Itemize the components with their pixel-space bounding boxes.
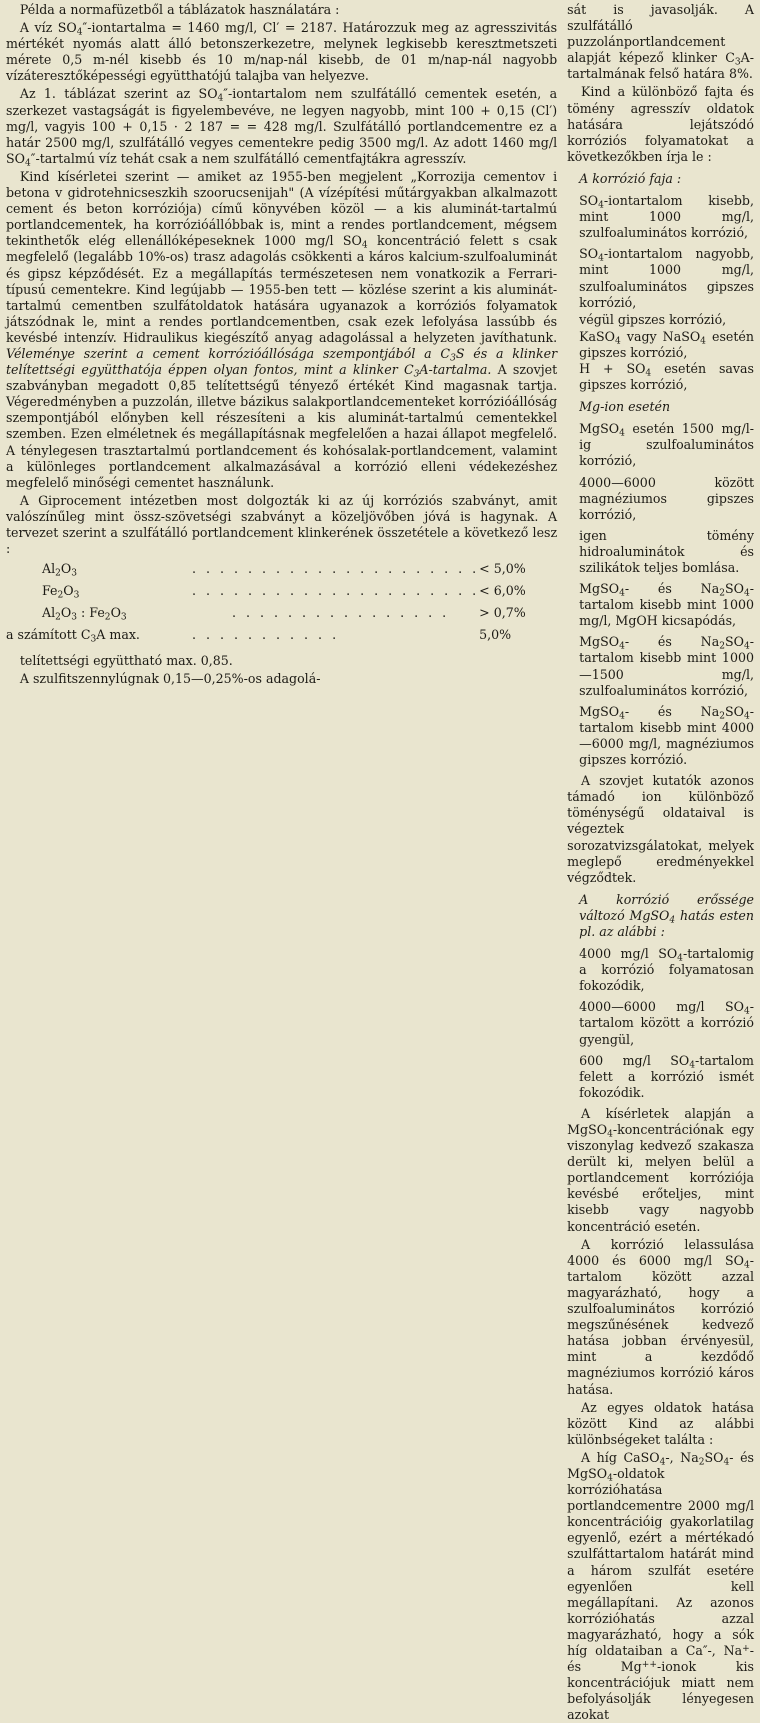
list-item: igen tömény hidroaluminátok és szilikátok teljes bomlása. bbox=[579, 527, 754, 575]
paragraph: A kísérletek alapján a MgSO$_4$-koncentrációnak egy viszonylag kedvező szakasza derült ki, melyen belül a portlandcement korróziója kevésbé erőteljes, mint kisebb vagy nagyobb koncentráció esetén. bbox=[567, 1105, 754, 1234]
leader-dots: . . . . . . . . . . . bbox=[192, 627, 340, 643]
section-heading: A korrózió erőssége változó MgSO$_4$ hatás esten pl. az alábbi : bbox=[579, 891, 754, 939]
table-key: $Al_2O_3$ : $Fe_2O_3$ bbox=[42, 605, 127, 623]
table-row bbox=[6, 583, 557, 605]
table-row bbox=[6, 627, 557, 649]
leader-dots: . . . . . . . . . . . . . . . . . . . . . bbox=[192, 561, 480, 577]
paragraph: A Giprocement intézetben most dolgozták ki az új korróziós szabványt, amit valószínűleg mint össz-szövetségi szabványt a közeljövőben jóvá is hagynak. A tervezet szerint a szulfátálló portlandcement klinkerének összetétele a következő lesz : bbox=[6, 492, 558, 557]
paragraph: Kind kísérletei szerint — amiket az 1955-ben megjelent „Korrozija cementov i betona v gidrotehnicseszkih szoorucsenijah" (A vízépítési műtárgyakban alkalmazott cement és beton korróziója) című könyvében közöl — a kis aluminát-tartalmú portlandcementek, ha korrózióállóbbak is, mint a rendes portlandcement, mégsem tekinthetők elég ellenállóképeseknek 1000 mg/l $SO_4$ koncentráció felett s csak megfelelő (legalább 10%-os) trasz adagolás csökkenti a káros kalcium-szulfoaluminát és gipsz képződését. Ez a megállapítás természetesen nem vonatkozik a Ferrari-típusú cementekre. Kind legújabb — 1955-ben tett — közlése szerint a kis aluminát-tartalmú cementben szulfátoldatok hatására ugyanazok a korróziós folyamatok játszódnak le, mint a rendes portlandcementben, csak ezek lefolyása lassúbb és kevésbé intenzív. Hidraulikus kiegészítő anyag adagolással a helyzeten javíthatunk. Véleménye szerint a cement korrózióállósága szempontjából a $C_3S$ és a klinker telítettségi együtthatója éppen olyan fontos, mint a klinker $C_3A$-tartalma. A szovjet szabványban megadott 0,85 telítettségű tényező értékét Kind magasnak tartja. Végeredményben a puzzolán, illetve bázikus salakportlandcementeket korrózióállóság szempontjából előnyben kell részesíteni a kis aluminát-tartalmú cementekkel szemben. Ezen elméletnek és megállapításnak megfelelően a hazai állapot megfelelő. A ténylegesen trasztartalmú portlandcement és kohósalak-portlandcement, valamint a különleges portlandcement alkalmazásával a korrózió elleni védekezéshez megfelelő minőségi cementet használunk. bbox=[6, 168, 558, 490]
list-item: 4000 mg/l $SO_4$-tartalomig a korrózió folyamatosan fokozódik, bbox=[579, 946, 754, 994]
table-value: < 5,0% bbox=[479, 561, 526, 577]
table-key: a számított $C_3A$ max. bbox=[6, 627, 140, 645]
list-item: $SO_4$-iontartalom kisebb, mint 1000 mg/l, szulfoaluminátos korrózió, bbox=[579, 193, 754, 241]
table-row bbox=[6, 605, 557, 627]
list-item: KaSO$_4$ vagy NaSO$_4$ esetén gipszes korrózió, bbox=[579, 328, 754, 360]
table-value: > 0,7% bbox=[479, 605, 526, 621]
table-key: $Al_2O_3$ bbox=[42, 561, 78, 579]
paragraph: Példa a normafüzetből a táblázatok használatára : bbox=[19, 2, 340, 17]
list-item: MgSO$_4$ esetén 1500 mg/l-ig szulfoaluminátos korrózió, bbox=[579, 421, 754, 469]
paragraph: A híg CaSO$_4$-, $Na_2SO_4-$ és MgSO$_4$-oldatok korrózióhatása portlandcementre 2000 mg/l koncentrációig gyakorlatilag egyenlő, ezért a mértékadó szulfáttartalom határát mind a három szulfát esetére egyenlően kell megállapítani. Az azonos korrózióhatás azzal magyarázható, hogy a sók híg oldataiban a Ca″-, Na+- és Mg++-ionok kis koncentrációjuk miatt nem befolyásolják lényegesen azokat bbox=[567, 1449, 754, 1723]
section-heading: Mg-ion esetén bbox=[579, 399, 671, 415]
table-value: 5,0% bbox=[479, 627, 512, 643]
list-item: végül gipszes korrózió, bbox=[579, 311, 727, 327]
leader-dots: . . . . . . . . . . . . . . . . bbox=[232, 605, 450, 621]
paragraph: Az 1. táblázat szerint az $SO_4''$-iontartalom nem szulfátálló cementek esetén, a szerkezet vastagságát is figyelembevéve, ne legyen nagyobb, mint 100 + 0,15 (Cl′) mg/l, vagyis 100 + 0,15 · 2 187 = = 428 mg/l. Szulfátálló portlandcementre ez a határ 2500 mg/l, szulfátálló vegyes cementekre pedig 3500 mg/l. Az adott 1460 mg/l $SO_4''$-tartalmú víz tehát csak a nem szulfátálló cementfajtákra agresszív. bbox=[6, 86, 558, 169]
paragraph: A korrózió lelassulása 4000 és 6000 mg/l $SO_4$-tartalom között azzal magyarázható, hogy a szulfoaluminátos korrózió megszűnésének kedvező hatása jobban érvényesül, mint a kezdődő magnéziumos korrózió káros hatása. bbox=[567, 1236, 754, 1397]
list-item: 4000—6000 között magnéziumos gipszes korrózió, bbox=[579, 474, 754, 522]
clinker-composition-table bbox=[6, 561, 557, 649]
paragraph: sát is javasolják. A szulfátálló puzzolánportlandcement alapját képező klinker $C_3A$-tartalmának felső határa 8%. bbox=[567, 2, 754, 82]
table-row bbox=[6, 561, 557, 583]
list-item: 600 mg/l $SO_4$-tartalom felett a korrózió ismét fokozódik. bbox=[579, 1052, 754, 1100]
list-item: 4000—6000 mg/l $SO_4$-tartalom között a korrózió gyengül, bbox=[579, 999, 754, 1047]
list-item: $SO_4$-iontartalom nagyobb, mint 1000 mg/l, szulfoaluminátos gipszes korrózió, bbox=[579, 246, 754, 310]
section-heading: A korrózió faja : bbox=[579, 170, 682, 186]
list-item: MgSO$_4$- és $Na_2SO_4$-tartalom kisebb mint 1000 mg/l, MgOH kicsapódás, bbox=[579, 581, 754, 629]
table-key: $Fe_2O_3$ bbox=[42, 583, 80, 601]
left-column bbox=[6, 2, 557, 1100]
leader-dots: . . . . . . . . . . . . . . . . . . . . . bbox=[192, 583, 480, 599]
right-column bbox=[567, 2, 755, 1723]
table-value: < 6,0% bbox=[479, 583, 526, 599]
paragraph: A víz $SO_4''$-iontartalma = 1460 mg/l, Cl′ = 2187. Határozzuk meg az agresszivitás mértékét nyomás alatt álló betonszerkezetre, melynek legkisebb keresztmetszeti mérete 0,5 m-nél kisebb és 10 m/nap-nál kisebb, de 01 m/nap-nál nagyobb vízáteresztőképességi együtthatójú talajba van helyezve. bbox=[6, 20, 558, 84]
paragraph: A szovjet kutatók azonos támadó ion különböző töménységű oldataival is végeztek sorozatvizsgálatokat, melyek meglepő eredményekkel végződtek. bbox=[567, 773, 754, 885]
list-item: $H + SO_4$ esetén savas gipszes korrózió, bbox=[579, 360, 755, 393]
list-item: MgSO$_4$- és $Na_2SO_4$-tartalom kisebb mint 4000—6000 mg/l, magnéziumos gipszes korrózió. bbox=[579, 703, 754, 768]
list-item: MgSO$_4$- és $Na_2SO_4$-tartalom kisebb mint 1000—1500 mg/l, szulfoaluminátos korrózió, bbox=[579, 634, 754, 698]
paragraph: Az egyes oldatok hatása között Kind az alábbi különbségeket találta : bbox=[567, 1399, 754, 1447]
paragraph: Kind a különböző fajta és tömény agresszív oldatok hatására lejátszódó korróziós folyamatokat a következőkben írja le : bbox=[567, 84, 754, 164]
paragraph: A szulfitszennylúgnak 0,15—0,25%-os adagolá- bbox=[19, 671, 321, 687]
paragraph: telítettségi együttható max. 0,85. bbox=[19, 653, 233, 669]
